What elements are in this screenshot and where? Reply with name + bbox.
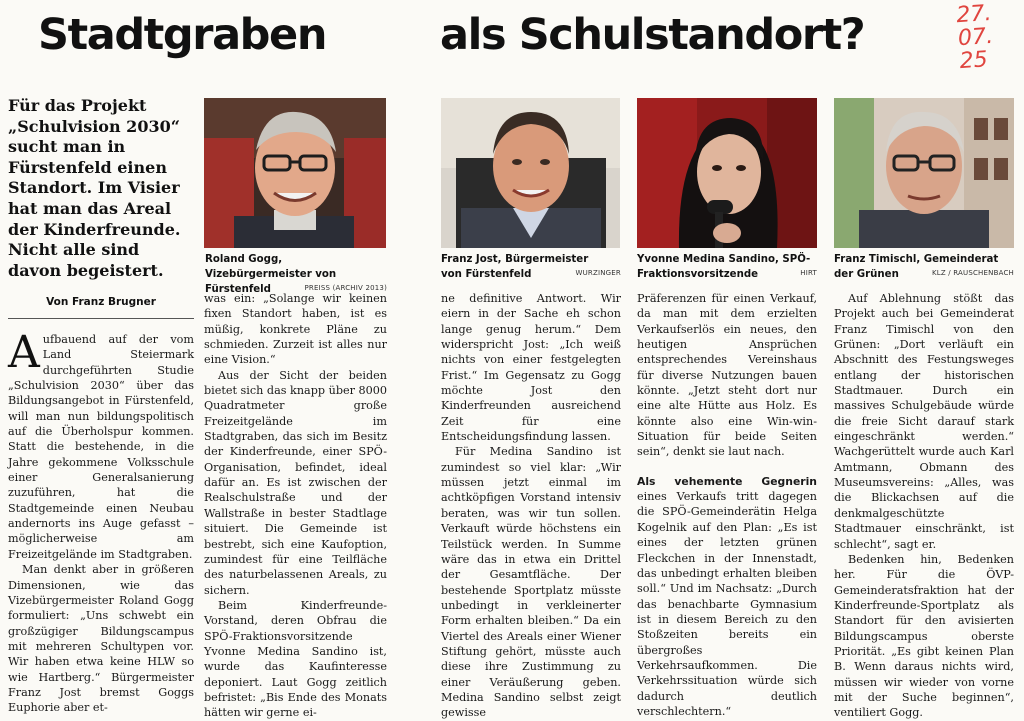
article-column-3 [441, 291, 621, 721]
article-paragraph: Präferenzen für einen Verkauf, da man mit dem erzielten Verkaufserlös ein neues, den heutigen Ansprüchen entsprechendes Vereinshaus für diverse Nutzungen bauen könnte. „Jetzt steht dort nur eine alte Hütte aus Holz. Es könnte also eine Win-win-Situation für beide Seiten sein“, denkt sie laut nach. [637, 292, 817, 459]
caption-text: Franz Timischl, Gemeinderat der Grünen [834, 254, 999, 280]
article-paragraph: Für Medina Sandino ist zumindest so viel klar: „Wir müssen jetzt einmal im achtköpfigen Vorstand intensiv beraten, was wir tun sollen. Verkauft würde höchstens ein Teilstück werden. In Summe wäre das in etwa ein Drittel der Gesamtfläche. Der bestehende Sportplatz müsste unbedingt in verkleinerter Form erhalten bleiben.“ Da ein Viertel des Areals einer Wiener Stiftung gehört, müsste auch diese ihre Zustimmung zu einer Veräußerung geben. Medina Sandino selbst zeigt gewisse [441, 445, 621, 720]
article-column-5 [834, 291, 1014, 721]
article-column-2 [204, 291, 387, 721]
article-paragraph [637, 474, 817, 720]
photo-credit: WURZINGER [575, 269, 621, 277]
paragraph-text: ufbauend auf der vom Land Steiermark durchgeführten Studie „Schulvision 2030“ über das Bildungsangebot in Fürstenfeld, will man nun bildungspolitisch auf die Überholspur kommen. Statt die bestehende, in die Jahre gekommene Volksschule einer Generalsanierung zuzuführen, hat die Stadtgemeinde einen Neubau andernorts ins Auge gefasst – möglicherweise am Freizeitgelände im Stadtgraben. [8, 333, 194, 561]
byline: Von Franz Brugner [46, 296, 156, 308]
article-paragraph: Man denkt aber in größeren Dimensionen, wie das Vizebürgermeister Roland Gogg formuliert: „Uns schwebt ein großzügiger Bildungscampus mit mehreren Schultypen vor. Wir haben etwa keine HLW so wie Hartberg.“ Bürgermeister Franz Jost bremst Goggs Euphorie aber et- [8, 563, 194, 715]
article-paragraph: ne definitive Antwort. Wir eiern in der Sache eh schon lange genug herum.“ Dem widerspricht Jost: „Ich weiß nichts von einer festgelegten Frist.“ Im Gegensatz zu Gogg möchte Jost den Kinderfreunden ausreichend Zeit für eine Entscheidungsfindung lassen. [441, 292, 621, 444]
run-in-heading: Als vehemente Gegnerin [637, 474, 817, 488]
photo-roland-gogg [204, 98, 386, 248]
caption-text: Franz Jost, Bürgermeister von Fürstenfeld [441, 254, 589, 280]
byline-divider [8, 318, 194, 319]
paragraph-text: eines Verkaufs tritt dagegen die SPÖ-Gemeinderätin Helga Kogelnik auf den Plan: „Es ist eines der letzten grünen Fleckchen in der Innenstadt, das unbedingt erhalten bleiben soll.“ Und im Nachsatz: „Durch das benachbarte Gymnasium ist in diesem Bereich zu den Stoßzeiten bereits ein übergroßes Verkehrsaufkommen. Die Verkehrssituation würde sich dadurch deutlich verschlechtern.“ [637, 490, 817, 718]
article-paragraph: Beim Kinderfreunde-Vorstand, deren Obfrau die SPÖ-Fraktionsvorsitzende Yvonne Medina Sandino ist, wurde das Kaufinteresse deponiert. Laut Gogg zeitlich befristet: „Bis Ende des Monats hätten wir gerne ei- [204, 598, 387, 720]
teaser-text: Für das Projekt „Schulvision 2030“ sucht man in Fürstenfeld einen Standort. Im Visier hat man das Areal der Kinderfreunde. Nicht alle sind davon begeistert. [8, 96, 181, 280]
photo-credit: HIRT [800, 269, 817, 277]
headline-left: Stadtgraben [38, 10, 327, 60]
photo-franz-timischl [834, 98, 1014, 248]
caption-franz-timischl [834, 252, 1014, 282]
headline-right: als Schulstandort? [440, 10, 865, 60]
caption-text: Roland Gogg, Vizebürgermeister von Fürstenfeld [205, 254, 337, 295]
caption-text: Yvonne Medina Sandino, SPÖ-Fraktionsvorsitzende [637, 254, 811, 280]
handwritten-date-year: 25 [958, 47, 989, 75]
article-column-1 [8, 327, 194, 716]
article-paragraph: Aus der Sicht der beiden bietet sich das knapp über 8000 Quadratmeter große Freizeitgelände im Stadtgraben, das sich im Besitz der Kinderfreunde, einer SPÖ-Organisation, befindet, ideal dafür an. Es ist zwischen der Realschulstraße und der Wallstraße in bester Stadtlage situiert. Die Gemeinde ist bestrebt, sich eine Kaufoption, zumindest für eine Teilfläche des naturbelassenen Areals, zu sichern. [204, 368, 387, 597]
article-column-4 [637, 291, 817, 719]
photo-franz-jost [441, 98, 620, 248]
photo-credit: KLZ / RAUSCHENBACH [931, 269, 1014, 277]
photo-credit: PREISS (ARCHIV 2013) [304, 284, 387, 292]
article-paragraph: Auf Ablehnung stößt das Projekt auch bei Gemeinderat Franz Timischl von den Grünen: „Dort verläuft ein Abschnitt des Festungsweges entlang der historischen Stadtmauer. Durch ein massives Schulgebäude würde die freie Sicht darauf stark eingeschränkt werden.“ Wachgerüttelt wurde auch Karl Amtmann, Obmann des Museumsvereins: „Alles, was die Blickachsen auf die denkmalgeschützte Stadtmauer einschränkt, ist schlecht“, sagt er. [834, 292, 1014, 551]
article-paragraph: Bedenken hin, Bedenken her. Für die ÖVP-Gemeinderatsfraktion hat der Kinderfreunde-Sportplatz als Standort für den avisierten Bildungscampus oberste Priorität. „Es gibt keinen Plan B. Wenn daraus nichts wird, müssen wir wieder von vorne mit der Suche beginnen“, ventiliert Gogg. [834, 552, 1014, 720]
article-paragraph [8, 327, 194, 562]
caption-franz-jost [441, 252, 621, 282]
handwritten-date-day: 27. [955, 0, 993, 29]
drop-cap: A [8, 327, 40, 378]
handwritten-date-month: 07. [957, 23, 994, 52]
article-paragraph: was ein: „Solange wir keinen fixen Standort haben, ist es müßig, konkrete Pläne zu schmieden. Zurzeit ist alles nur eine Vision.“ [204, 292, 387, 367]
handwritten-date [956, 0, 1024, 73]
caption-yvonne-medina-sandino [637, 252, 817, 282]
photo-yvonne-medina-sandino [637, 98, 817, 248]
